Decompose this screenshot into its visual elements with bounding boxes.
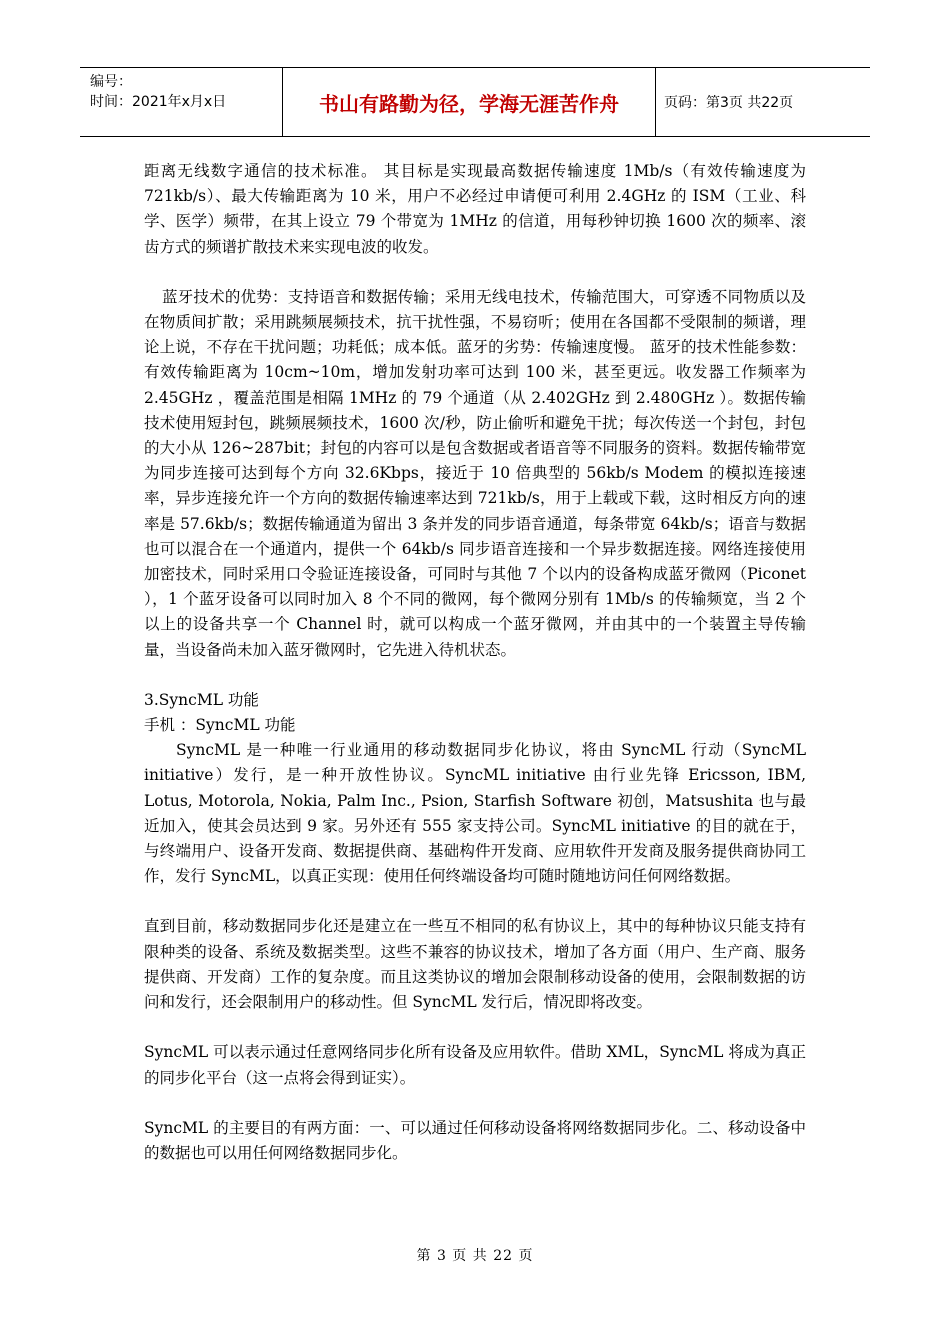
paragraph-syncml-background: 直到目前，移动数据同步化还是建立在一些互不相同的私有协议上，其中的每种协议只能支持有限种类的设备、系统及数据类型。这些不兼容的协议技术，增加了各方面（用户、生产商、服务提供商、开发商）工作的复杂度。而且这类协议的增加会限制移动设备的使用，会限制数据的访问和发行，还会限制用户的移动性。但 SyncML 发行后，情况即将改变。 [144,917,806,1012]
paragraph-syncml-platform: SyncML 可以表示通过任意网络同步化所有设备及应用软件。借助 XML，SyncML 将成为真正的同步化平台（这一点将会得到证实）。 [144,1043,806,1087]
document-body [144,159,806,1166]
paragraph-syncml-goals: SyncML 的主要目的有两方面：一、可以通过任何移动设备将网络数据同步化。二、移动设备中的数据也可以用任何网络数据同步化。 [144,1118,806,1162]
section-heading-syncml: 3.SyncML 功能 [144,690,259,709]
header-page-info: 页码：第3页 共22页 [664,95,794,111]
page-footer: 第 3 页 共 22 页 [416,1248,534,1264]
subheading-syncml: 手机 ：SyncML 功能 [144,716,296,735]
paragraph-bluetooth-advantages: 蓝牙技术的优势：支持语音和数据传输；采用无线电技术，传输范围大，可穿透不同物质以及在物质间扩散；采用跳频展频技术，抗干扰性强，不易窃听；使用在各国都不受限制的频谱，理论上说，不存在干扰问题；功耗低；成本低。蓝牙的劣势：传输速度慢。 蓝牙的技术性能参数：有效传输距离为 10cm~10m，增加发射功率可达到 100 米，甚至更远。收发器工作频率为 2.45GHz ，覆盖范围是相隔 1MHz 的 79 个通道（从 2.402GHz 到 2.480GHz ）。数据传输技术使用短封包，跳频展频技术，1600 次/秒，防止偷听和避免干扰；每次传送一个封包，封包的大小从 126~287bit；封包的内容可以是包含数据或者语音等不同服务的资料。数据传输带宽为同步连接可达到每个方向 32.6Kbps，接近于 10 倍典型的 56kb/s Modem 的模拟连接速率，异步连接允许一个方向的数据传输速率达到 721kb/s，用于上载或下载，这时相反方向的速率是 57.6kb/s；数据传输通道为留出 3 条并发的同步语音通道，每条带宽 64kb/s；语音与数据也可以混合在一个通道内，提供一个 64kb/s 同步语音连接和一个异步数据连接。网络连接使用加密技术，同时采用口令验证连接设备，可同时与其他 7 个以内的设备构成蓝牙微网（Piconet ），1 个蓝牙设备可以同时加入 8 个不同的微网，每个微网分别有 1Mb/s 的传输频宽，当 2 个以上的设备共享一个 Channel 时，就可以构成一个蓝牙微网，并由其中的一个装置主导传输量，当设备尚未加入蓝牙微网时，它先进入待机状态。 [144,287,806,659]
paragraph-syncml-intro: SyncML 是一种唯一行业通用的移动数据同步化协议，将由 SyncML 行动（SyncML initiative）发行，是一种开放性协议。SyncML initiative 由行业先锋 Ericsson, IBM, Lotus, Motorola, Nokia, Palm Inc., Psion, Starfish Software 初创，Matsushita 也与最近加入，使其会员达到 9 家。另外还有 555 家支持公司。SyncML initiative 的目的就在于，与终端用户、设备开发商、数据提供商、基础构件开发商、应用软件开发商及服务提供商协同工作，发行 SyncML，以真正实现：使用任何终端设备均可随时随地访问任何网络数据。 [144,741,806,886]
header-meta [80,68,282,136]
page-header [80,67,870,137]
paragraph-bluetooth-standard: 距离无线数字通信的技术标准。 其目标是实现最高数据传输速度 1Mb/s（有效传输速度为 721kb/s）、最大传输距离为 10 米，用户不必经过申请便可利用 2.4GHz 的 ISM（工业、科学、医学）频带，在其上设立 79 个带宽为 1MHz 的信道，用每秒钟切换 1600 次的频率、滚齿方式的频谱扩散技术来实现电波的收发。 [144,162,806,256]
header-number: 编号： [90,74,132,90]
header-date: 时间：2021年x月x日 [90,94,227,110]
header-motto: 书山有路勤为径，学海无涯苦作舟 [282,68,656,136]
